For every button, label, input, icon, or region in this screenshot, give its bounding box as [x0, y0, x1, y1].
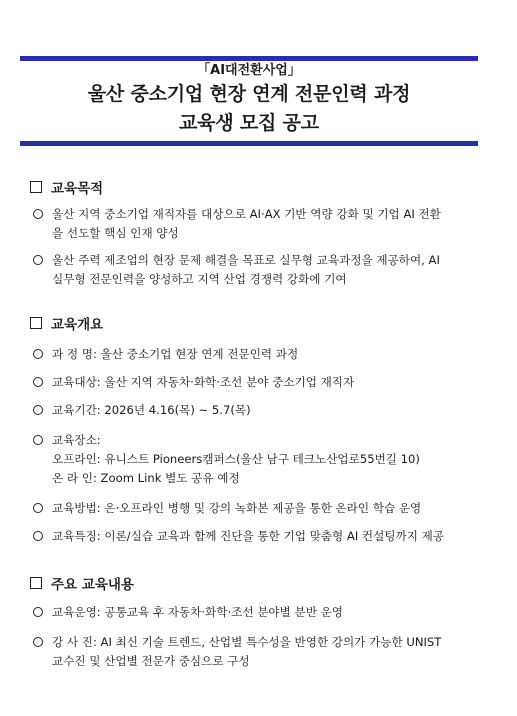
- circle-bullet-icon: [33, 435, 43, 445]
- circle-bullet-icon: [33, 607, 43, 617]
- circle-bullet-icon: [33, 637, 43, 647]
- section-heading-overview: 교육개요: [30, 313, 490, 333]
- list-item: 교육대상: 울산 지역 자동차·화학·조선 분야 중소기업 재직자: [33, 373, 483, 392]
- section-heading-purpose: 교육목적: [30, 177, 490, 197]
- list-item: 교육장소: 오프라인: 유니스트 Pioneers캠퍼스(울산 남구 테크노산업로55번길 10) 온 라 인: Zoom Link 별도 공유 예정: [33, 431, 483, 488]
- square-bullet-icon: [30, 181, 42, 193]
- list-item: 강 사 진: AI 최신 기술 트렌드, 산업별 특수성을 반영한 강의가 가능한 UNIST 교수진 및 산업별 전문가 중심으로 구성: [33, 633, 483, 671]
- title-bottom-rule: [20, 141, 478, 146]
- list-item: 울산 주력 제조업의 현장 문제 해결을 목표로 실무형 교육과정을 제공하여, AI 실무형 전문인력을 양성하고 지역 산업 경쟁력 강화에 기여: [33, 251, 483, 289]
- circle-bullet-icon: [33, 349, 43, 359]
- circle-bullet-icon: [33, 503, 43, 513]
- list-item: 교육특징: 이론/실습 교육과 함께 진단을 통한 기업 맞춤형 AI 컨설팅까지 제공: [33, 527, 483, 546]
- document-title: [20, 62, 478, 138]
- list-item: 울산 지역 중소기업 재직자를 대상으로 AI·AX 기반 역량 강화 및 기업 AI 전환 을 선도할 핵심 인재 양성: [33, 205, 483, 243]
- circle-bullet-icon: [33, 405, 43, 415]
- title-line-1: 울산 중소기업 현장 연계 전문인력 과정: [87, 83, 411, 105]
- square-bullet-icon: [30, 317, 42, 329]
- program-name: 「AI대전환사업」: [197, 63, 301, 78]
- circle-bullet-icon: [33, 531, 43, 541]
- circle-bullet-icon: [33, 209, 43, 219]
- list-item: 과 정 명: 울산 중소기업 현장 연계 전문인력 과정: [33, 345, 483, 364]
- square-bullet-icon: [30, 577, 42, 589]
- circle-bullet-icon: [33, 377, 43, 387]
- list-item: 교육운영: 공통교육 후 자동차·화학·조선 분야별 분반 운영: [33, 603, 483, 622]
- circle-bullet-icon: [33, 255, 43, 265]
- title-top-rule: [20, 56, 478, 61]
- title-line-2: 교육생 모집 공고: [179, 112, 319, 134]
- list-item: 교육기간: 2026년 4.16(목) ~ 5.7(목): [33, 401, 483, 420]
- section-heading-content: 주요 교육내용: [30, 573, 490, 593]
- list-item: 교육방법: 온·오프라인 병행 및 강의 녹화본 제공을 통한 온라인 학습 운영: [33, 499, 483, 518]
